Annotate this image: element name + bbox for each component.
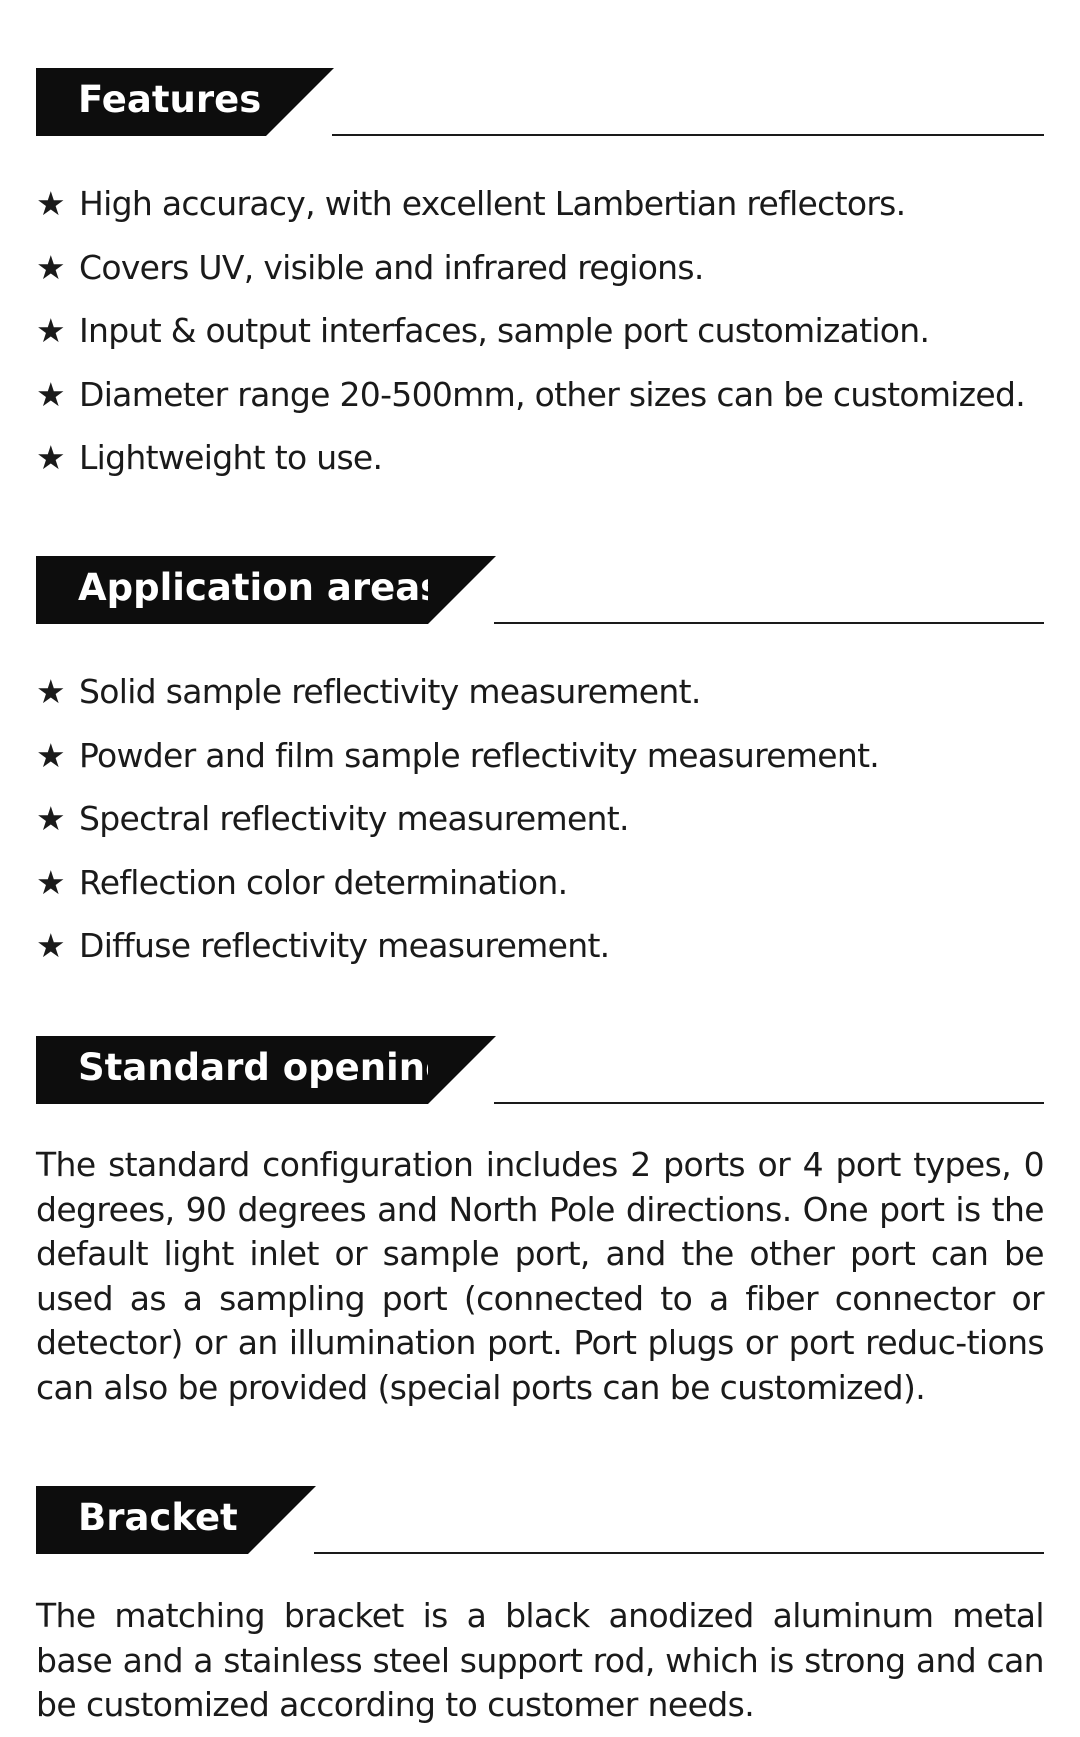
features-item-text: Diameter range 20-500mm, other sizes can be customized. xyxy=(79,374,1025,414)
bracket-paragraph: The matching bracket is a black anodized aluminum metal base and a stainless steel support rod, which is strong and can be customized according to customer needs. xyxy=(36,1596,1044,1725)
features-list-item xyxy=(36,172,1056,236)
star-icon: ★ xyxy=(36,735,65,775)
features-header-slant xyxy=(266,68,334,136)
features-item-text: Covers UV, visible and infrared regions. xyxy=(79,247,704,287)
features-item-text: High accuracy, with excellent Lambertian reflectors. xyxy=(79,184,906,223)
applications-title: Application areas xyxy=(78,566,443,609)
applications-item-text: Diffuse reflectivity measurement. xyxy=(79,926,610,965)
standard-opening-paragraph: The standard configuration includes 2 ports or 4 port types, 0 degrees, 90 degrees and North Pole directions. One port is the default light inlet or sample port, and the other port can be used as a sampling port (connected to a fiber connector or detector) or an illumination port. Port plugs or port reduc-tions can also be provided (special ports can be customized). xyxy=(36,1145,1044,1407)
features-list-item xyxy=(36,299,1056,363)
star-icon: ★ xyxy=(36,672,65,711)
applications-list-item xyxy=(36,660,1056,724)
features-header-tab xyxy=(36,68,266,136)
star-icon: ★ xyxy=(36,184,65,223)
features-title: Features xyxy=(78,78,262,121)
bracket-header-slant xyxy=(248,1486,316,1554)
standard-opening-section-header xyxy=(36,1036,1044,1104)
applications-list-item xyxy=(36,724,1056,788)
applications-list xyxy=(36,660,1056,978)
features-section-header xyxy=(36,68,1044,136)
features-item-text: Lightweight to use. xyxy=(79,438,383,477)
bracket-header-tab xyxy=(36,1486,248,1554)
applications-header-slant xyxy=(428,556,496,624)
star-icon: ★ xyxy=(36,799,65,838)
applications-item-text: Solid sample reflectivity measurement. xyxy=(79,672,701,711)
features-divider xyxy=(332,134,1044,136)
bracket-title: Bracket xyxy=(78,1496,238,1539)
bracket-section-header xyxy=(36,1486,1044,1554)
features-list-item xyxy=(36,363,1056,427)
features-item-text: Input & output interfaces, sample port customization. xyxy=(79,311,930,350)
star-icon: ★ xyxy=(36,311,65,350)
features-list-item xyxy=(36,236,1056,300)
standard-opening-header-slant xyxy=(428,1036,496,1104)
star-icon: ★ xyxy=(36,862,65,902)
applications-divider xyxy=(494,622,1044,624)
star-icon: ★ xyxy=(36,374,65,414)
applications-item-text: Spectral reflectivity measurement. xyxy=(79,799,629,838)
applications-item-text: Reflection color determination. xyxy=(79,862,568,902)
applications-list-item xyxy=(36,914,1056,978)
star-icon: ★ xyxy=(36,438,65,477)
features-list-item xyxy=(36,426,1056,490)
applications-section-header xyxy=(36,556,1044,624)
standard-opening-header-tab xyxy=(36,1036,452,1104)
applications-item-text: Powder and film sample reflectivity measurement. xyxy=(79,735,880,775)
standard-opening-divider xyxy=(494,1102,1044,1104)
standard-opening-title: Standard opening xyxy=(78,1046,452,1089)
star-icon: ★ xyxy=(36,247,65,287)
applications-header-tab xyxy=(36,556,443,624)
applications-list-item xyxy=(36,787,1056,851)
bracket-divider xyxy=(314,1552,1044,1554)
star-icon: ★ xyxy=(36,926,65,965)
features-list xyxy=(36,172,1056,490)
applications-list-item xyxy=(36,851,1056,915)
